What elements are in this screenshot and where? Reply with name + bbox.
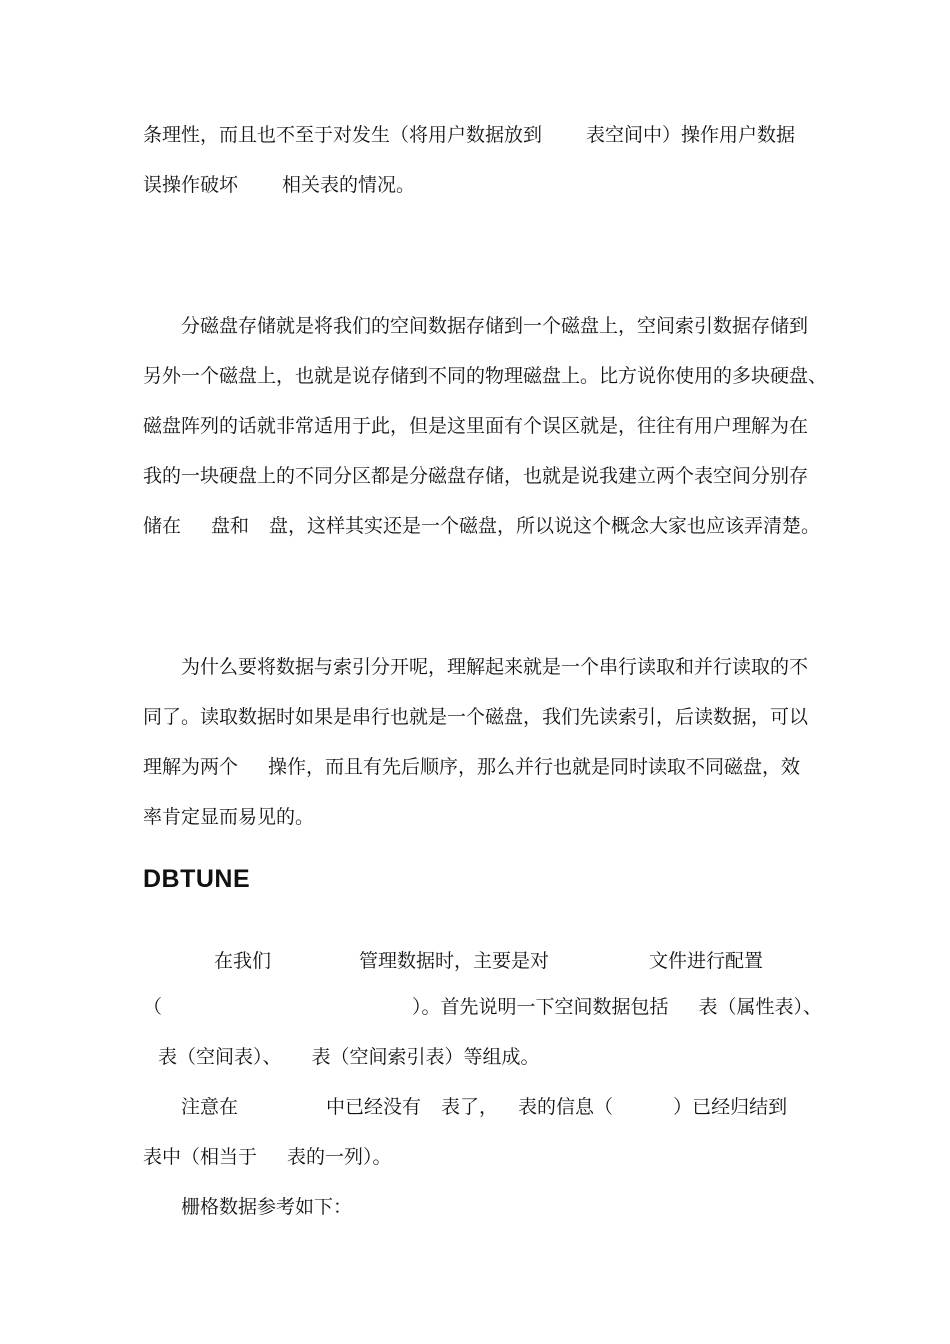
text-segment: 储在 xyxy=(143,515,182,537)
text-segment: 磁盘阵列的话就非常适用于此，但是这里面有个误区就是，往往有用户理解为在 xyxy=(143,415,809,437)
text-segment: 理解为两个 xyxy=(143,756,239,778)
paragraph-3-line-4 xyxy=(143,804,813,830)
paragraph-2-line-2 xyxy=(143,363,828,389)
text-segment: 操作，而且有先后顺序，那么并行也就是同时读取不同磁盘，效 xyxy=(268,756,801,778)
text-segment: 表了， xyxy=(441,1096,499,1118)
text-segment: 分磁盘存储就是将我们的空间数据存储到一个磁盘上，空间索引数据存储到 xyxy=(181,315,809,337)
text-segment: 率肯定显而易见的。 xyxy=(143,806,315,828)
paragraph-2-line-1 xyxy=(181,313,851,339)
text-segment: 在我们 xyxy=(214,950,272,972)
paragraph-2-line-5 xyxy=(143,513,821,539)
text-segment: 同了。读取数据时如果是串行也就是一个磁盘，我们先读索引，后读数据，可以 xyxy=(143,706,809,728)
paragraph-2-line-3 xyxy=(143,413,813,439)
paragraph-5-line-1 xyxy=(181,1094,851,1120)
text-segment: 误操作破坏 xyxy=(143,174,239,196)
text-segment: 另外一个磁盘上，也就是说存储到不同的物理磁盘上。比方说你使用的多块硬盘、 xyxy=(143,365,828,387)
text-segment: 为什么要将数据与索引分开呢，理解起来就是一个串行读取和并行读取的不 xyxy=(181,656,809,678)
paragraph-3-line-3 xyxy=(143,754,813,780)
text-segment: 表的一列）。 xyxy=(287,1146,392,1168)
text-segment: 盘和 xyxy=(211,515,250,537)
text-segment: 注意在 xyxy=(181,1096,239,1118)
text-segment: 表的信息（ xyxy=(518,1096,614,1118)
text-segment: 管理数据时，主要是对 xyxy=(359,950,550,972)
paragraph-1-line-1 xyxy=(143,122,813,148)
paragraph-3-line-1 xyxy=(181,654,851,680)
paragraph-4-line-1 xyxy=(214,948,814,974)
text-segment: 表（空间索引表）等组成。 xyxy=(311,1046,540,1068)
text-segment: 相关表的情况。 xyxy=(282,174,416,196)
text-segment: 表空间中）操作用户数据 xyxy=(586,124,796,146)
text-segment: ）。首先说明一下空间数据包括 xyxy=(412,996,669,1018)
text-segment: 文件进行配置 xyxy=(649,950,764,972)
text-segment: （ xyxy=(143,996,163,1018)
paragraph-3-line-2 xyxy=(143,704,813,730)
text-segment: 表中（相当于 xyxy=(143,1146,258,1168)
text-segment: 栅格数据参考如下： xyxy=(181,1196,353,1218)
text-segment: 中已经没有 xyxy=(326,1096,422,1118)
section-heading-dbtune: DBTUNE xyxy=(143,865,251,893)
paragraph-6-line-1 xyxy=(181,1194,851,1220)
paragraph-2-line-4 xyxy=(143,463,813,489)
text-segment: 盘，这样其实还是一个磁盘，所以说这个概念大家也应该弄清楚。 xyxy=(269,515,821,537)
text-segment: 我的一块硬盘上的不同分区都是分磁盘存储，也就是说我建立两个表空间分别存 xyxy=(143,465,809,487)
paragraph-1-line-2 xyxy=(143,172,813,198)
paragraph-4-line-2 xyxy=(143,994,823,1020)
text-segment: 条理性，而且也不至于对发生（将用户数据放到 xyxy=(143,124,543,146)
paragraph-4-line-3 xyxy=(158,1044,828,1070)
text-segment: 表（空间表）、 xyxy=(158,1046,282,1068)
paragraph-5-line-2 xyxy=(143,1144,813,1170)
text-segment: 表（属性表）、 xyxy=(698,996,823,1018)
text-segment: ）已经归结到 xyxy=(673,1096,788,1118)
